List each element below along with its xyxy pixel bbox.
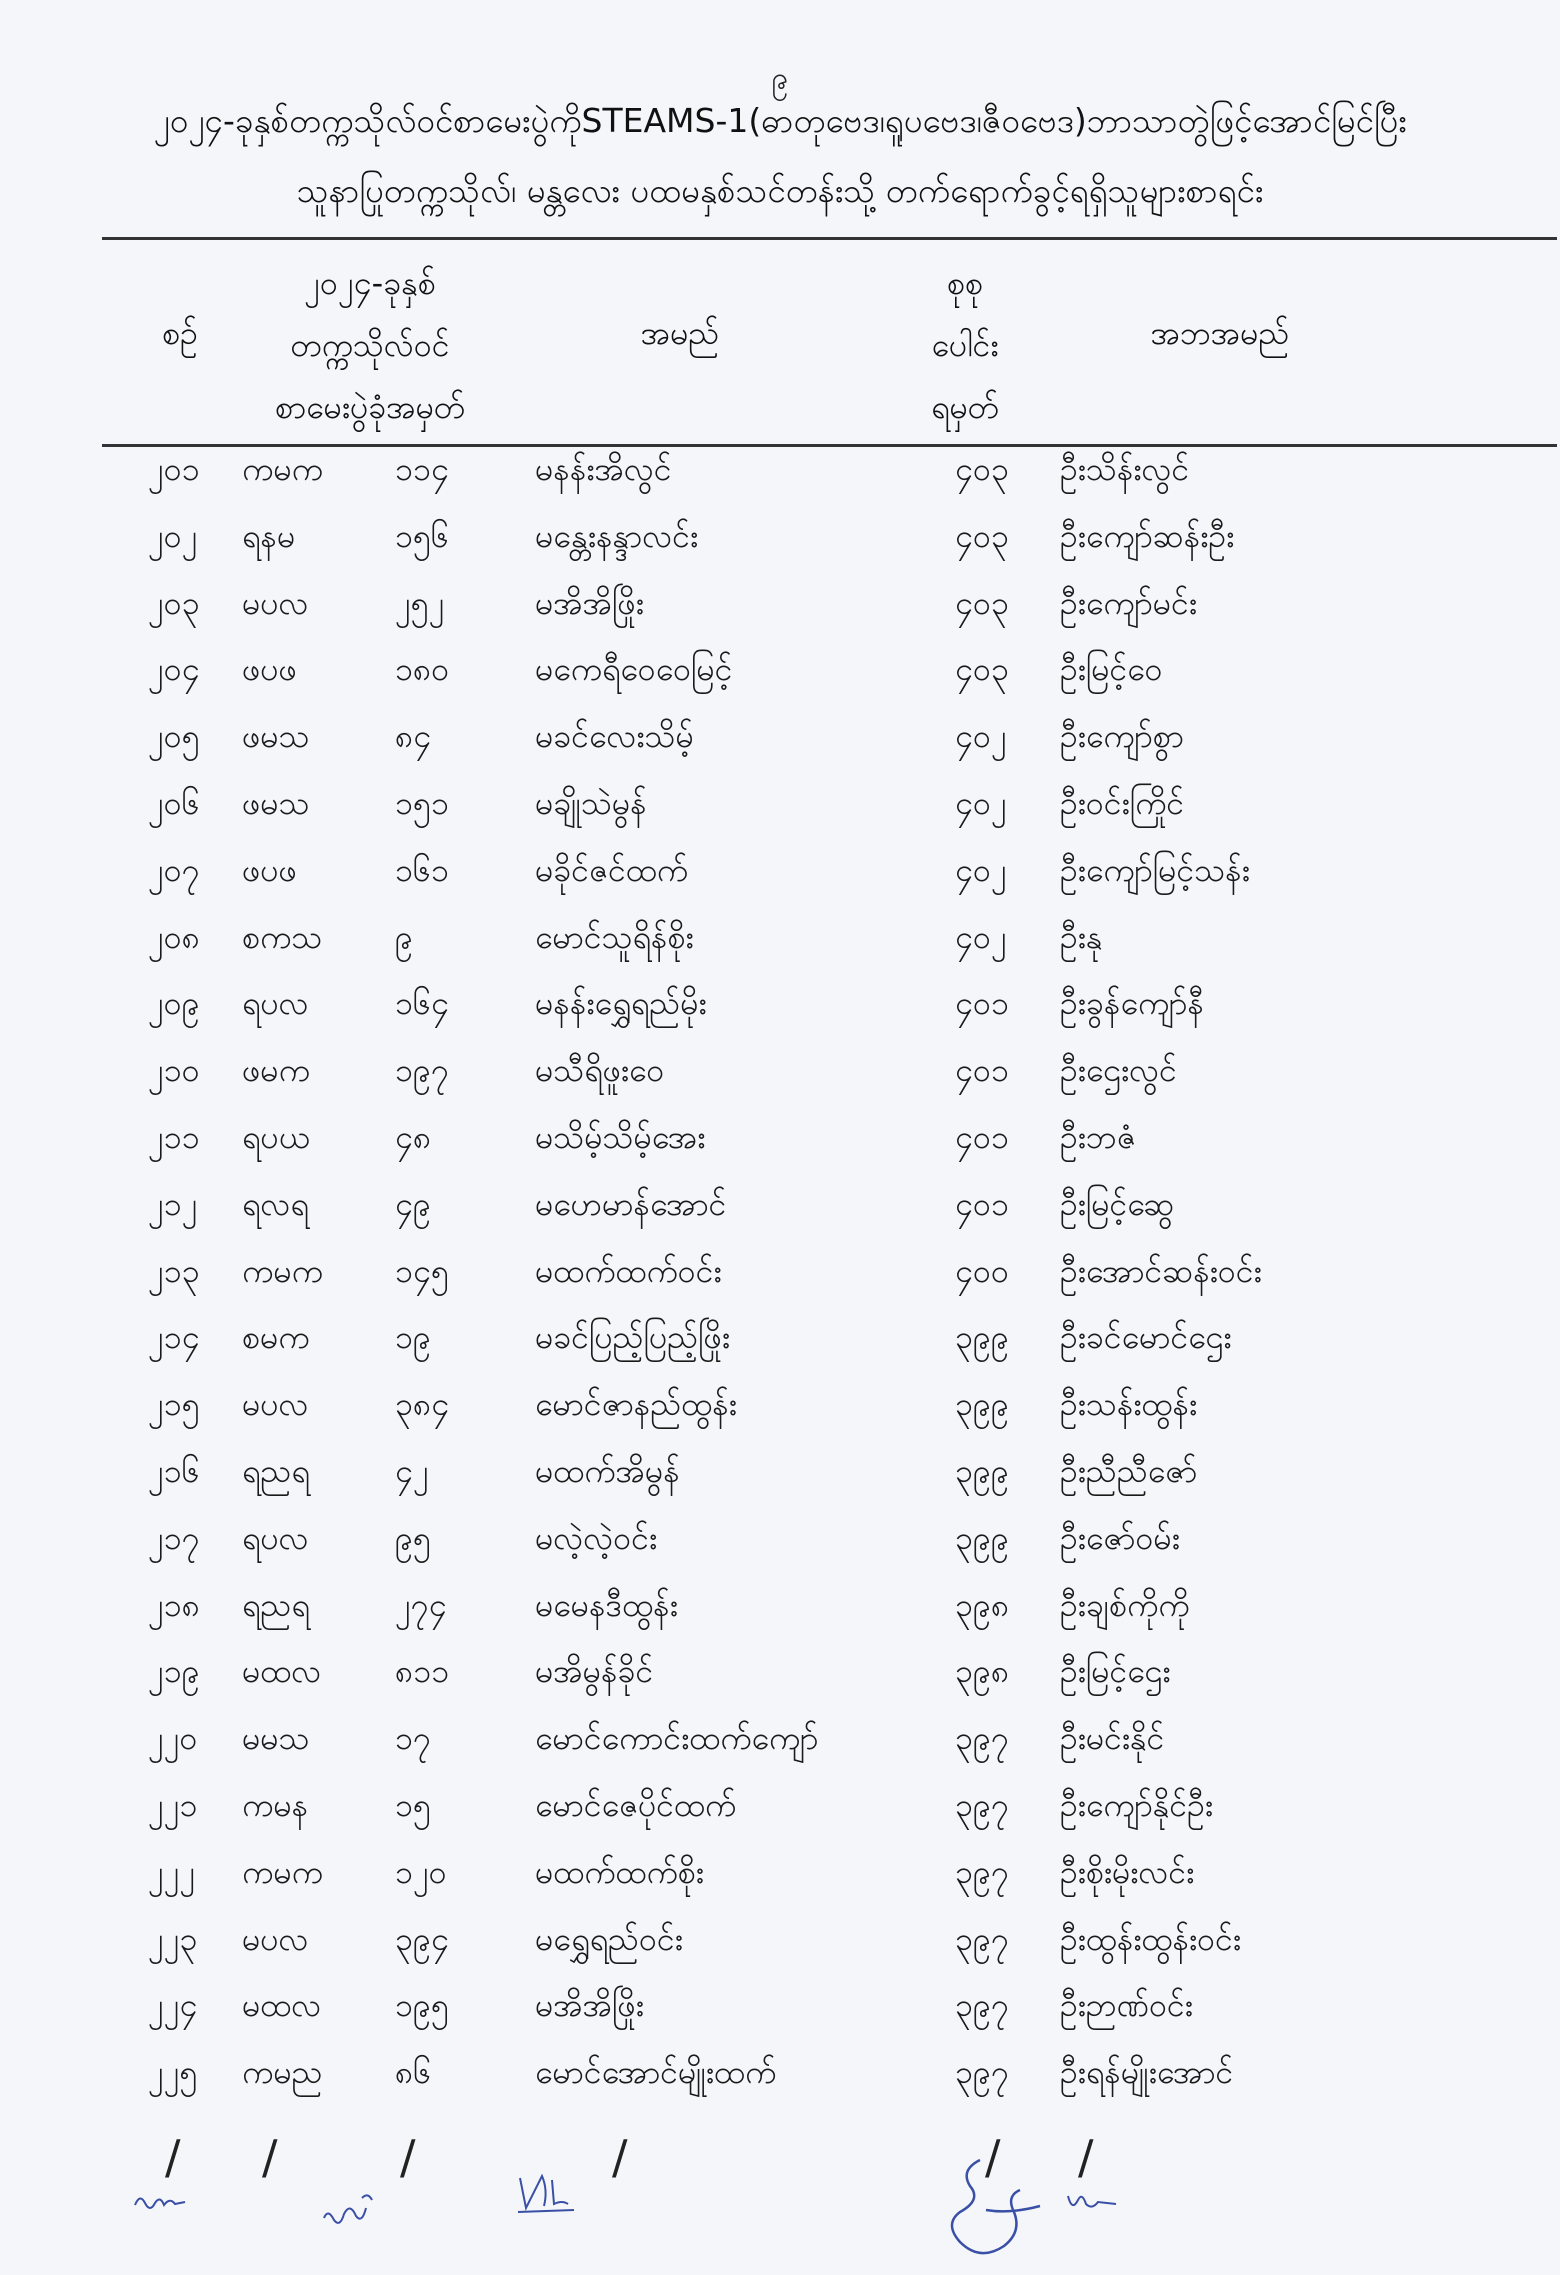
serial-number-cell: ၂၁၉ — [148, 1652, 200, 1691]
serial-number-cell: ၂၁၇ — [148, 1518, 200, 1557]
header-score-line-1: စုစု — [947, 264, 983, 302]
exam-prefix-cell: မပလ — [242, 583, 309, 622]
exam-prefix-cell: ရညရ — [242, 1585, 310, 1624]
table-row — [0, 1584, 1560, 1650]
father-name-cell: ဦးဘဇံ — [1060, 1118, 1136, 1156]
table-row — [0, 1116, 1560, 1182]
total-score-cell: ၃၉၈ — [955, 1652, 1010, 1691]
father-name-cell: ဦးဝင်းကြိုင် — [1060, 784, 1185, 822]
father-name-cell: ဦးခင်မောင်ဌေး — [1060, 1318, 1232, 1357]
header-father-name: အဘအမည် — [1150, 314, 1290, 352]
total-score-cell: ၃၉၇ — [955, 1852, 1009, 1891]
header-serial-number: စဉ် — [162, 314, 198, 352]
exam-prefix-cell: ရနမ — [242, 516, 296, 555]
student-name-cell: မချိုသဲမွန် — [535, 784, 647, 822]
tick-mark: / — [400, 2130, 416, 2184]
student-name-cell: မောင်ဇေပိုင်ထက် — [535, 1786, 737, 1824]
exam-code-cell: ၁၇ — [395, 1719, 431, 1758]
father-name-cell: ဦးချစ်ကိုကို — [1060, 1585, 1190, 1624]
serial-number-cell: ၂၂၀ — [148, 1719, 198, 1758]
total-score-cell: ၄၀၃ — [955, 650, 1009, 689]
father-name-cell: ဦးအောင်ဆန်းဝင်း — [1060, 1251, 1262, 1290]
signature-4 — [930, 2150, 1060, 2270]
exam-code-cell: ၁၆၁ — [395, 850, 449, 889]
exam-prefix-cell: ကမက — [242, 450, 323, 488]
father-name-cell: ဦးမင်းနိုင် — [1060, 1719, 1165, 1758]
table-row — [0, 1984, 1560, 2050]
total-score-cell: ၃၉၇ — [955, 1919, 1009, 1958]
table-row — [0, 1918, 1560, 1984]
student-name-cell: မောင်ဇာနည်ထွန်း — [535, 1385, 737, 1424]
total-score-cell: ၃၉၇ — [955, 1986, 1009, 2025]
exam-prefix-cell: ရလရ — [242, 1184, 309, 1223]
total-score-cell: ၃၉၇ — [955, 1719, 1009, 1758]
serial-number-cell: ၂၂၂ — [148, 1852, 196, 1891]
table-row — [0, 1316, 1560, 1382]
father-name-cell: ဦးနု — [1060, 917, 1103, 956]
serial-number-cell: ၂၁၈ — [148, 1585, 200, 1624]
total-score-cell: ၃၉၇ — [955, 2053, 1009, 2092]
student-name-cell: မခင်ပြည့်ပြည့်ဖြိုး — [535, 1318, 730, 1357]
student-name-cell: မနန်းအိလွင် — [535, 450, 672, 488]
exam-code-cell: ၁၈၀ — [395, 650, 450, 689]
exam-prefix-cell: ဖပဖ — [242, 650, 297, 689]
table-row — [0, 782, 1560, 848]
exam-code-cell: ၁၉၇ — [395, 1051, 449, 1090]
exam-code-cell: ၈၄ — [395, 717, 432, 756]
serial-number-cell: ၂၀၈ — [148, 917, 200, 956]
header-exam-roll-number — [240, 252, 500, 438]
exam-prefix-cell: မပလ — [242, 1385, 309, 1424]
total-score-cell: ၄၀၁ — [955, 1118, 1009, 1156]
header-exam-line-1: ၂၀၂၄-ခုနှစ် — [304, 264, 436, 302]
father-name-cell: ဦးဌေးလွင် — [1060, 1051, 1177, 1090]
father-name-cell: ဦးရန်မျိုးအောင် — [1060, 2053, 1234, 2092]
exam-prefix-cell: ဖမက — [242, 1051, 310, 1090]
total-score-cell: ၄၀၁ — [955, 1051, 1009, 1090]
serial-number-cell: ၂၁၄ — [148, 1318, 200, 1357]
header-name: အမည် — [640, 314, 720, 352]
tick-mark: / — [985, 2130, 1001, 2184]
exam-prefix-cell: ကမည — [242, 2053, 323, 2092]
exam-prefix-cell: ကမန — [242, 1786, 309, 1824]
signature-5 — [1062, 2182, 1122, 2222]
exam-prefix-cell: စကသ — [242, 917, 323, 956]
student-name-cell: မသီရိဖူးဝေ — [535, 1051, 665, 1090]
student-name-cell: မောင်ကောင်းထက်ကျော် — [535, 1719, 819, 1758]
exam-code-cell: ၄၈ — [395, 1118, 432, 1156]
header-exam-line-2: တက္ကသိုလ်ဝင် — [290, 326, 450, 364]
exam-code-cell: ၃၉၄ — [395, 1919, 449, 1958]
exam-code-cell: ၄၂ — [395, 1452, 429, 1490]
table-row — [0, 1450, 1560, 1516]
document-title-line-1: ၂၀၂၄-ခုနှစ်တက္ကသိုလ်ဝင်စာမေးပွဲကိုSTEAMS-1(ဓာတုဗေဒ၊ရူပဗေဒ၊ဇီဝဗေဒ)ဘာသာတွဲဖြင့်အောင်မြင်ပြီး — [153, 101, 1407, 140]
table-row — [0, 648, 1560, 714]
total-score-cell: ၃၉၉ — [955, 1518, 1009, 1557]
table-row — [0, 916, 1560, 982]
serial-number-cell: ၂၂၃ — [148, 1919, 198, 1958]
father-name-cell: ဦးသိန်းလွင် — [1060, 450, 1190, 488]
exam-prefix-cell: မထလ — [242, 1986, 322, 2025]
student-name-cell: မရွှေရည်ဝင်း — [535, 1919, 683, 1958]
total-score-cell: ၄၀၁ — [955, 984, 1009, 1023]
student-name-cell: မထက်အိမွန် — [535, 1452, 680, 1490]
father-name-cell: ဦးကျော်စွာ — [1060, 717, 1184, 756]
exam-prefix-cell: ကမက — [242, 1251, 323, 1290]
exam-code-cell: ၁၅ — [395, 1786, 431, 1824]
serial-number-cell: ၂၁၁ — [148, 1118, 200, 1156]
exam-code-cell: ၁၂၀ — [395, 1852, 447, 1891]
student-name-cell: မအိအိဖြိုး — [535, 583, 644, 622]
exam-code-cell: ၄၉ — [395, 1184, 431, 1223]
table-row — [0, 1650, 1560, 1716]
header-score-line-3: ရမှတ် — [931, 388, 999, 426]
serial-number-cell: ၂၀၃ — [148, 583, 200, 622]
father-name-cell: ဦးဉာဏ်ဝင်း — [1060, 1986, 1193, 2025]
father-name-cell: ဦးကျော်မြင့်သန်း — [1060, 850, 1250, 889]
father-name-cell: ဦးဇော်ဝမ်း — [1060, 1518, 1180, 1557]
signature-area — [0, 2130, 1560, 2275]
serial-number-cell: ၂၀၂ — [148, 516, 198, 555]
exam-prefix-cell: ဖပဖ — [242, 850, 297, 889]
father-name-cell: ဦးစိုးမိုးလင်း — [1060, 1852, 1195, 1891]
tick-mark: / — [612, 2130, 628, 2184]
total-score-cell: ၄၀၃ — [955, 450, 1009, 488]
father-name-cell: ဦးခွန်ကျော်နီ — [1060, 984, 1204, 1023]
exam-prefix-cell: ရပယ — [242, 1118, 310, 1156]
exam-prefix-cell: မပလ — [242, 1919, 309, 1958]
table-row — [0, 582, 1560, 648]
total-score-cell: ၃၉၉ — [955, 1452, 1009, 1490]
total-score-cell: ၄၀၁ — [955, 1184, 1009, 1223]
serial-number-cell: ၂၀၆ — [148, 784, 200, 822]
exam-code-cell: ၂၅၂ — [395, 583, 445, 622]
table-row — [0, 1517, 1560, 1583]
total-score-cell: ၄၀၂ — [955, 717, 1007, 756]
student-name-cell: မအိအိဖြိုး — [535, 1986, 644, 2025]
total-score-cell: ၄၀၂ — [955, 784, 1007, 822]
student-name-cell: မခိုင်ဇင်ထက် — [535, 850, 689, 889]
student-name-cell: မောင်အောင်မျိုးထက် — [535, 2053, 777, 2092]
exam-code-cell: ၁၅၆ — [395, 516, 449, 555]
exam-code-cell: ၁၉၅ — [395, 1986, 449, 2025]
total-score-cell: ၄၀၂ — [955, 917, 1007, 956]
signature-3 — [512, 2170, 582, 2220]
table-row — [0, 849, 1560, 915]
total-score-cell: ၃၉၉ — [955, 1318, 1009, 1357]
student-name-cell: မန္တေးနန္ဒာလင်း — [535, 516, 699, 555]
table-row — [0, 1049, 1560, 1115]
header-top-rule — [102, 237, 1557, 240]
exam-code-cell: ၉ — [395, 917, 413, 956]
total-score-cell: ၃၉၉ — [955, 1385, 1009, 1424]
exam-code-cell: ၁၁၄ — [395, 450, 449, 488]
father-name-cell: ဦးကျော်နိုင်ဦး — [1060, 1786, 1213, 1824]
serial-number-cell: ၂၀၁ — [148, 450, 200, 488]
father-name-cell: ဦးကျော်မင်း — [1060, 583, 1197, 622]
exam-prefix-cell: စမက — [242, 1318, 310, 1357]
exam-code-cell: ၉၅ — [395, 1518, 431, 1557]
total-score-cell: ၄၀၃ — [955, 516, 1009, 555]
father-name-cell: ဦးညီညီဇော် — [1060, 1452, 1198, 1490]
header-exam-line-3: စာမေးပွဲခုံအမှတ် — [275, 388, 465, 426]
document-title-line-2: သူနာပြုတက္ကသိုလ်၊ မန္တလေး ပထမနှစ်သင်တန်းသို့ တက်ရောက်ခွင့်ရရှိသူများစာရင်း — [296, 171, 1264, 210]
table-row — [0, 448, 1560, 514]
student-name-cell: မအိမွန်ခိုင် — [535, 1652, 654, 1691]
total-score-cell: ၃၉၈ — [955, 1585, 1010, 1624]
serial-number-cell: ၂၁၅ — [148, 1385, 200, 1424]
serial-number-cell: ၂၂၁ — [148, 1786, 198, 1824]
exam-code-cell: ၈၆ — [395, 2053, 432, 2092]
table-row — [0, 715, 1560, 781]
table-row — [0, 1250, 1560, 1316]
total-score-cell: ၄၀၂ — [955, 850, 1007, 889]
serial-number-cell: ၂၀၉ — [148, 984, 200, 1023]
father-name-cell: ဦးသန်းထွန်း — [1060, 1385, 1198, 1424]
table-row — [0, 515, 1560, 581]
student-name-cell: မခင်လေးသိမ့် — [535, 717, 694, 756]
father-name-cell: ဦးမြင့်ဆွေ — [1060, 1184, 1175, 1223]
exam-code-cell: ၈၁၁ — [395, 1652, 450, 1691]
father-name-cell: ဦးမြင့်ဝေ — [1060, 650, 1163, 689]
student-name-cell: မသိမ့်သိမ့်အေး — [535, 1118, 706, 1156]
table-row — [0, 2051, 1560, 2117]
total-score-cell: ၄၀၀ — [955, 1251, 1009, 1290]
serial-number-cell: ၂၁၀ — [148, 1051, 200, 1090]
page-number: ၉ — [771, 61, 789, 96]
exam-code-cell: ၃၈၄ — [395, 1385, 450, 1424]
tick-mark: / — [262, 2130, 278, 2184]
exam-prefix-cell: ဖမသ — [242, 717, 310, 756]
signature-2 — [318, 2188, 378, 2238]
serial-number-cell: ၂၀၇ — [148, 850, 200, 889]
tick-mark: / — [1078, 2130, 1094, 2184]
signature-1 — [130, 2185, 190, 2215]
total-score-cell: ၃၉၇ — [955, 1786, 1009, 1824]
exam-prefix-cell: ဖမသ — [242, 784, 310, 822]
exam-code-cell: ၁၆၄ — [395, 984, 449, 1023]
serial-number-cell: ၂၁၆ — [148, 1452, 200, 1490]
table-row — [0, 1383, 1560, 1449]
student-name-cell: မဟေမာန်အောင် — [535, 1184, 727, 1223]
header-score-line-2: ပေါင်း — [931, 326, 999, 364]
student-name-cell: မမေနဒီထွန်း — [535, 1585, 678, 1624]
student-name-cell: မထက်ထက်ဝင်း — [535, 1251, 722, 1290]
father-name-cell: ဦးထွန်းထွန်းဝင်း — [1060, 1919, 1241, 1958]
student-name-cell: မလဲ့လဲ့ဝင်း — [535, 1518, 658, 1557]
exam-prefix-cell: ရပလ — [242, 1518, 309, 1557]
father-name-cell: ဦးကျော်ဆန်းဦး — [1060, 516, 1235, 555]
exam-prefix-cell: ရညရ — [242, 1452, 310, 1490]
exam-code-cell: ၁၉ — [395, 1318, 431, 1357]
serial-number-cell: ၂၀၅ — [148, 717, 200, 756]
header-total-score — [905, 252, 1025, 438]
serial-number-cell: ၂၂၄ — [148, 1986, 198, 2025]
exam-prefix-cell: မထလ — [242, 1652, 322, 1691]
exam-prefix-cell: မမသ — [242, 1719, 310, 1758]
serial-number-cell: ၂၂၅ — [148, 2053, 198, 2092]
exam-prefix-cell: ရပလ — [242, 984, 309, 1023]
table-row — [0, 1717, 1560, 1783]
table-row — [0, 1784, 1560, 1850]
exam-code-cell: ၂၇၄ — [395, 1585, 447, 1624]
serial-number-cell: ၂၁၃ — [148, 1251, 200, 1290]
tick-mark: / — [165, 2130, 181, 2184]
exam-code-cell: ၁၄၅ — [395, 1251, 449, 1290]
total-score-cell: ၄၀၃ — [955, 583, 1009, 622]
student-name-cell: မကေရီဝေဝေမြင့် — [535, 650, 733, 689]
serial-number-cell: ၂၁၂ — [148, 1184, 198, 1223]
father-name-cell: ဦးမြင့်ဌေး — [1060, 1652, 1171, 1691]
exam-prefix-cell: ကမက — [242, 1852, 323, 1891]
table-row — [0, 982, 1560, 1048]
header-bottom-rule — [102, 444, 1557, 447]
serial-number-cell: ၂၀၄ — [148, 650, 200, 689]
student-name-cell: မထက်ထက်စိုး — [535, 1852, 704, 1891]
table-row — [0, 1851, 1560, 1917]
exam-code-cell: ၁၅၁ — [395, 784, 449, 822]
student-name-cell: မနန်းရွှေရည်မိုး — [535, 984, 707, 1023]
table-row — [0, 1183, 1560, 1249]
student-name-cell: မောင်သူရိန်စိုး — [535, 917, 694, 956]
